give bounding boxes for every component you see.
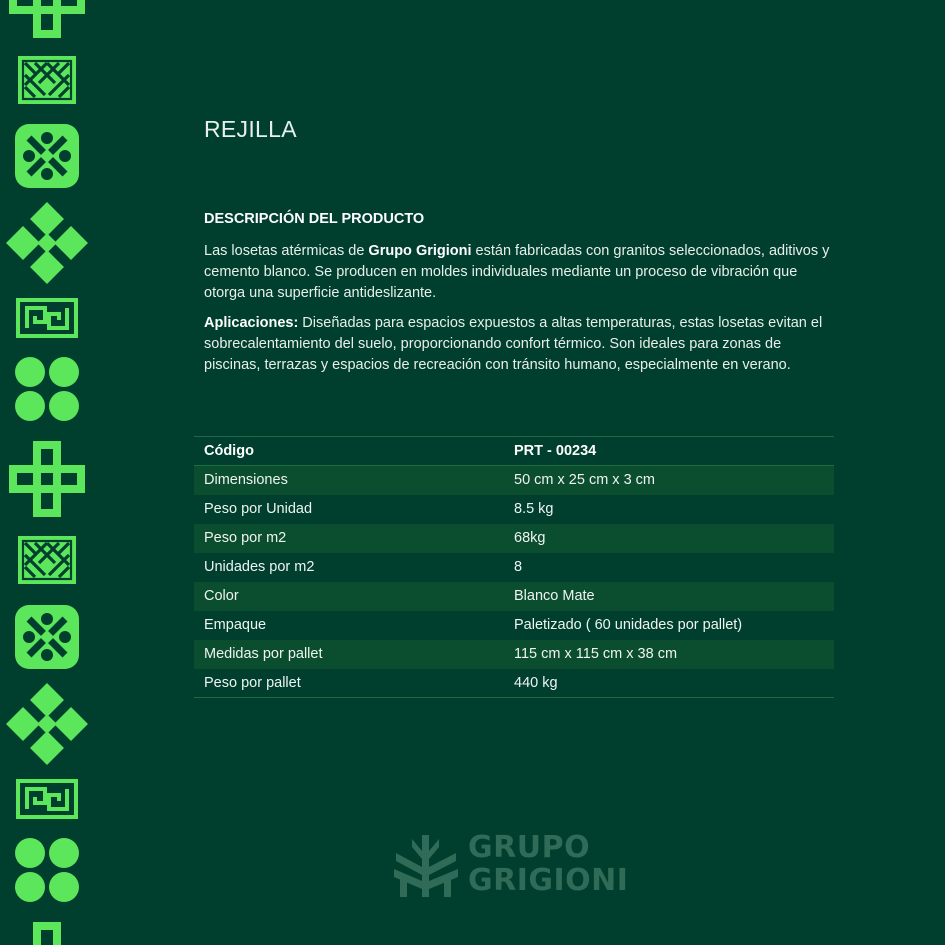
greek-key-tile-icon — [18, 781, 76, 817]
table-row — [194, 640, 834, 669]
spec-label: Peso por Unidad — [204, 501, 313, 517]
code-label: Código — [194, 437, 514, 466]
spec-label: Unidades por m2 — [204, 559, 315, 575]
spec-value: 50 cm x 25 cm x 3 cm — [514, 472, 656, 489]
four-circles-tile-icon — [15, 838, 79, 902]
spec-label: Dimensiones — [204, 472, 288, 489]
table-row — [194, 582, 834, 611]
cross-tile-icon — [9, 441, 85, 517]
specs-table — [194, 436, 834, 698]
decorative-tile-strip — [0, 0, 100, 945]
description-text-end: están fabricadas con granitos seleccionados, aditivos y cemento blanco. Se producen en moldes individuales mediante un proceso de vibración que otorga una superficie antideslizante. — [204, 243, 830, 301]
code-value: PRT - 00234 — [514, 437, 834, 466]
description-text-start: Las losetas atérmicas de — [204, 243, 369, 259]
cross-tile-icon — [9, 0, 85, 38]
diamond-tile-icon — [6, 202, 88, 284]
spec-value: 8.5 kg — [514, 501, 554, 517]
logo-line-2: GRIGIONI — [468, 863, 629, 898]
applications-paragraph — [204, 313, 834, 376]
spec-value: 440 kg — [514, 669, 834, 698]
spec-value: Blanco Mate — [514, 588, 595, 604]
table-header-row — [194, 437, 834, 466]
spec-value: 68kg — [514, 530, 546, 546]
table-row — [194, 553, 834, 582]
spec-value: Paletizado ( 60 unidades por pallet) — [514, 617, 743, 633]
description-paragraph — [204, 241, 834, 304]
brand-name: Grupo Grigioni — [368, 243, 472, 259]
table-row — [194, 495, 834, 524]
lattice-tile-icon — [18, 536, 76, 584]
wheat-logo-icon — [392, 829, 460, 897]
spec-label: Peso por pallet — [194, 669, 514, 698]
spec-label: Empaque — [204, 617, 267, 633]
description-heading: DESCRIPCIÓN DEL PRODUCTO — [204, 211, 425, 227]
spec-value: 115 cm x 115 cm x 38 cm — [514, 646, 678, 662]
brand-logo — [392, 829, 632, 899]
spec-label: Medidas por pallet — [204, 646, 323, 662]
spec-label: Color — [204, 588, 239, 604]
table-row — [194, 669, 834, 698]
table-row — [194, 611, 834, 640]
logo-wordmark — [468, 831, 628, 897]
logo-line-1: GRUPO — [468, 830, 591, 865]
four-circles-tile-icon — [15, 357, 79, 421]
greek-key-tile-icon — [18, 300, 76, 336]
quatrefoil-tile-icon — [15, 124, 79, 188]
cross-tile-icon — [9, 922, 85, 945]
lattice-tile-icon — [18, 56, 76, 104]
applications-text: Diseñadas para espacios expuestos a altas temperaturas, estas losetas evitan el sobrecalentamiento del suelo, proporcionando confort térmico. Son ideales para zonas de piscinas, terrazas y espacios de recreación con tránsito humano, especialmente en verano. — [204, 315, 823, 373]
applications-label: Aplicaciones: — [204, 315, 299, 331]
diamond-tile-icon — [6, 683, 88, 765]
table-row — [194, 466, 834, 495]
page-title: REJILLA — [204, 116, 297, 142]
spec-value: 8 — [514, 559, 523, 575]
spec-label: Peso por m2 — [204, 530, 287, 546]
table-row — [194, 524, 834, 553]
quatrefoil-tile-icon — [15, 605, 79, 669]
